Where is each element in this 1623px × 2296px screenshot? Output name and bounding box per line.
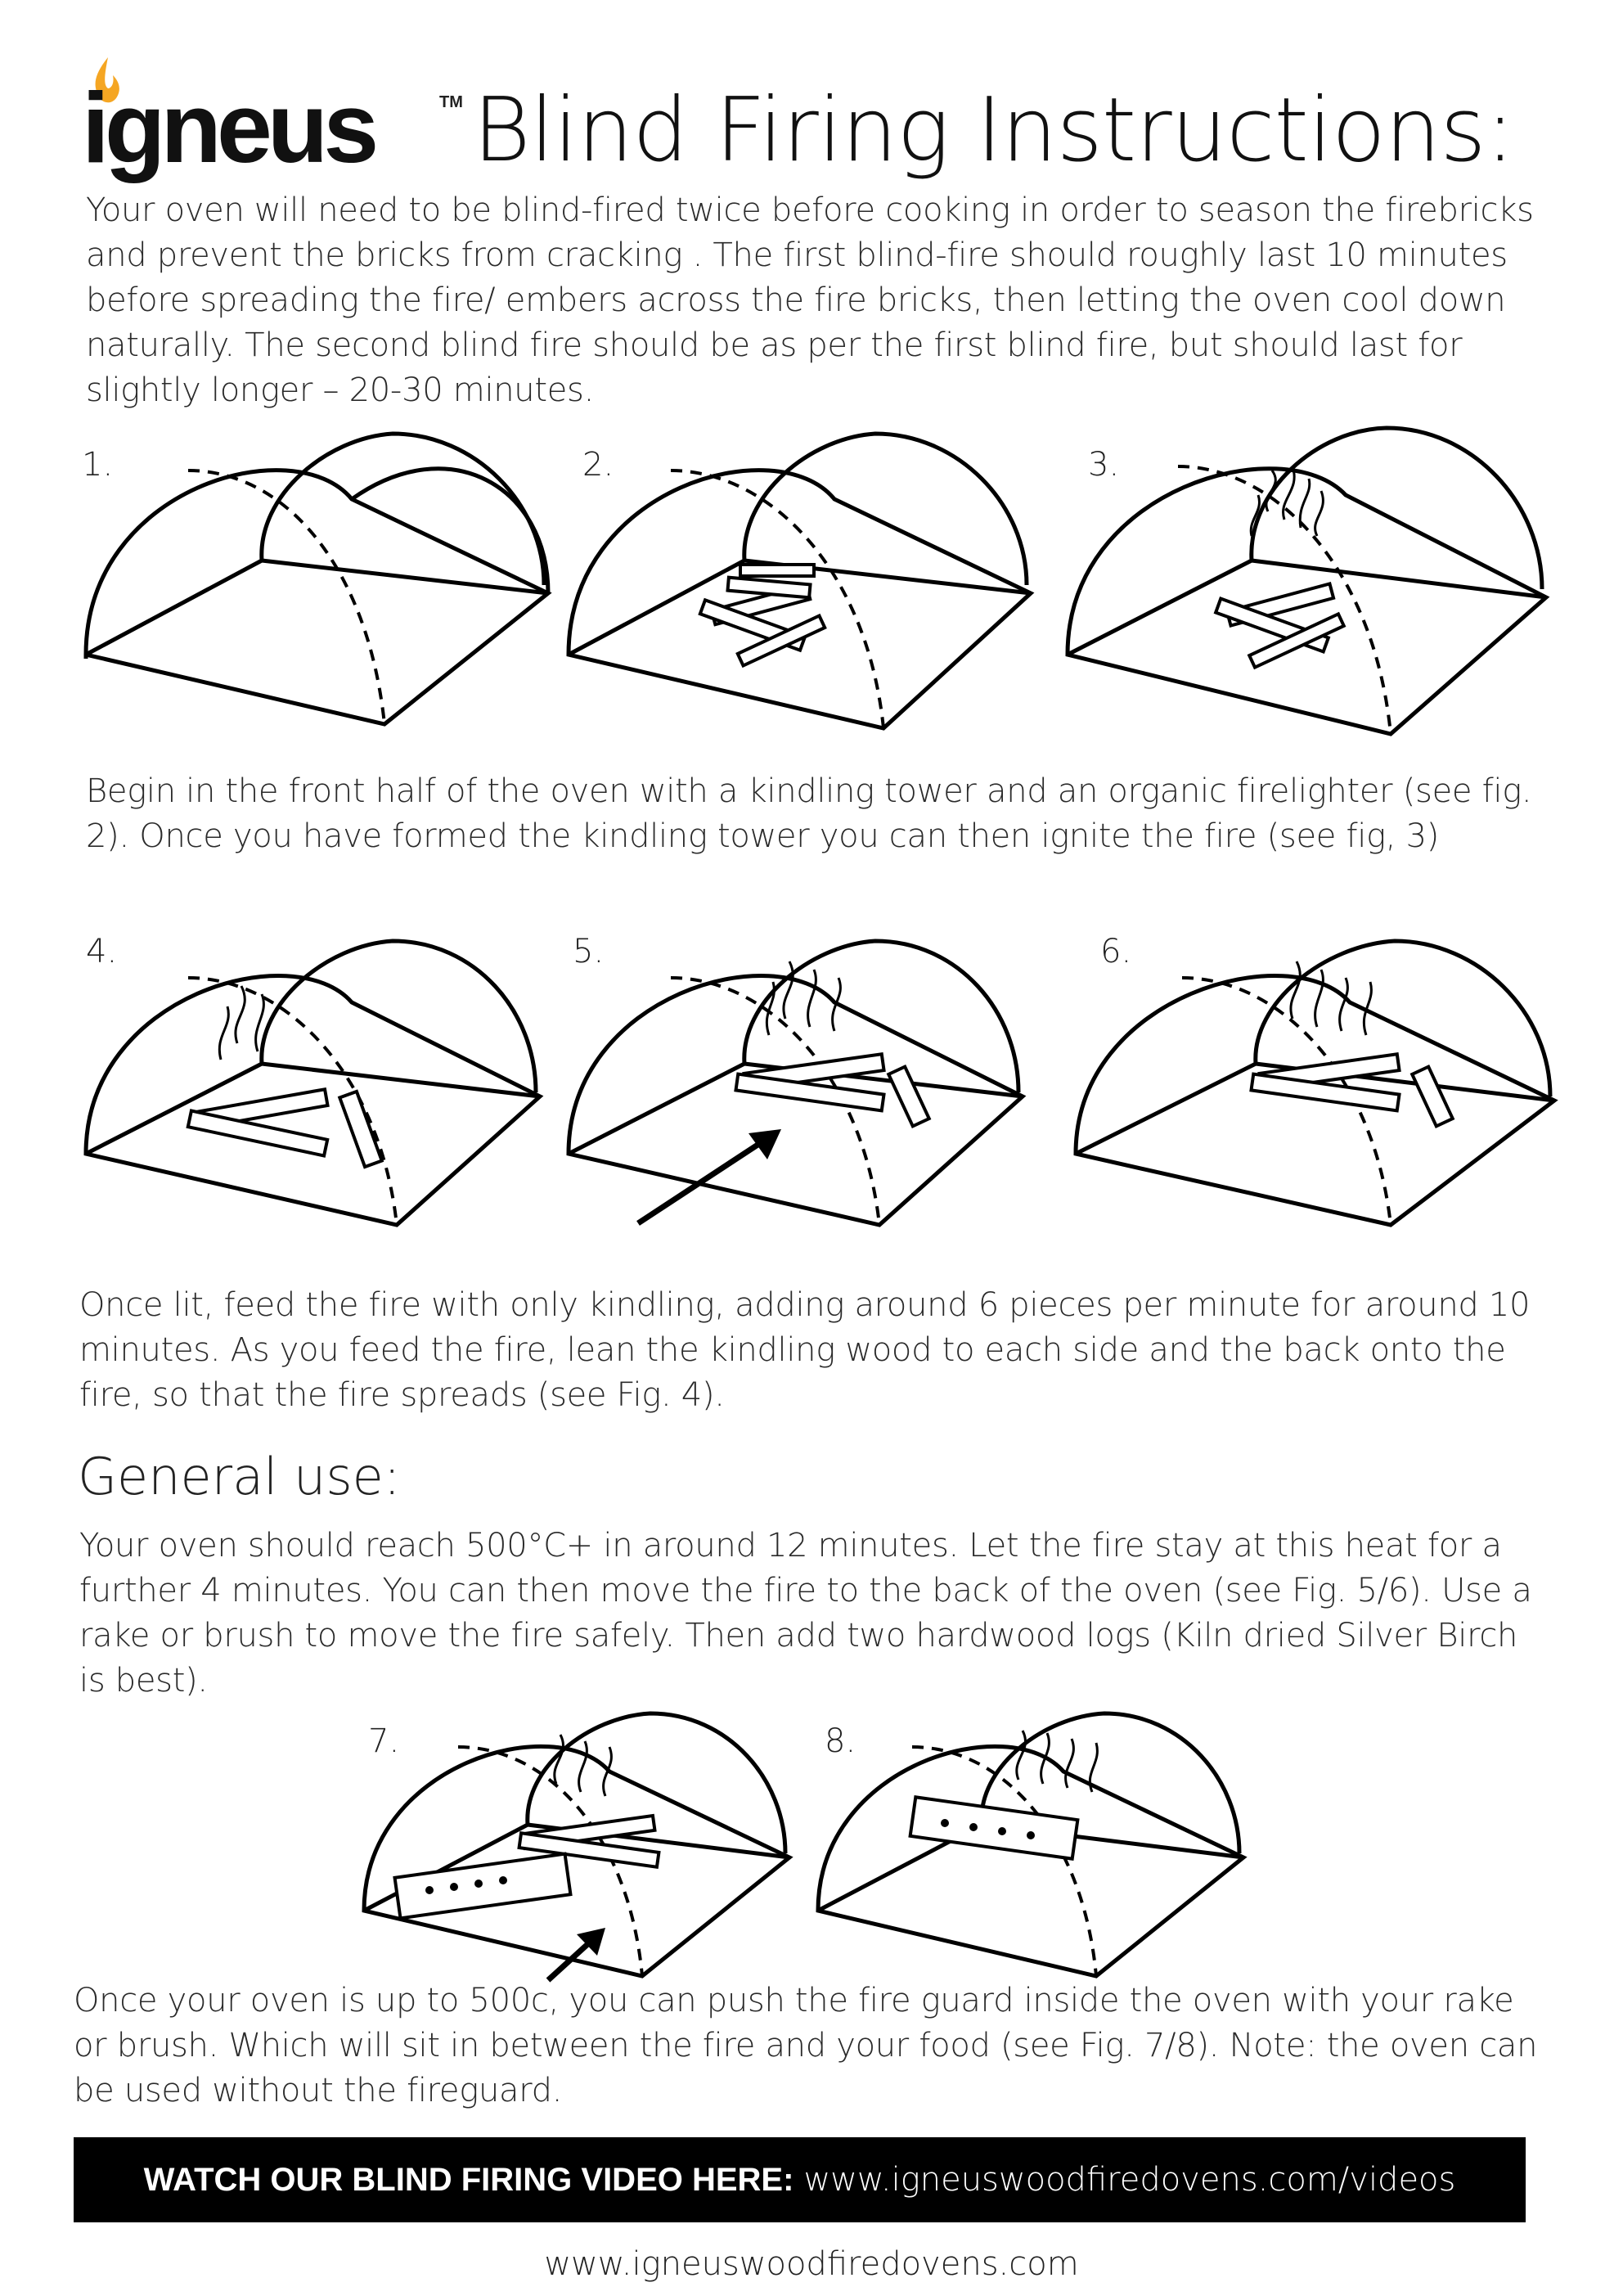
figure-8-oven-fireguard-inside [814, 1702, 1248, 1988]
brand-logo: igneus [82, 72, 375, 183]
feed-paragraph: Once lit, feed the fire with only kindling, adding around 6 pieces per minute for around 10 minutes. As you feed the fire, lean the kindling wood to each side and the back onto the fire, so that the fire spreads (see Fig. 4). [79, 1286, 1531, 1414]
general-use-paragraph: Your oven should reach 500°C+ in around 12 minutes. Let the fire stay at this heat for a further 4 minutes. You can then move the fire to the back of the oven (see Fig. 5/6). Use a rake or brush to move the fire safely. Then add two hardwood logs (Kiln dried Silver Birch is best). [79, 1527, 1532, 1699]
figure-5-label: 5. [573, 933, 605, 970]
figure-1-oven-empty [82, 421, 548, 732]
figure-1-label: 1. [82, 446, 114, 484]
figure-4-oven-spreading-fire [82, 929, 548, 1231]
video-banner-label: WATCH OUR BLIND FIRING VIDEO HERE: [143, 2161, 794, 2198]
figure-3-oven-fire [1063, 413, 1554, 741]
trademark-mark: TM [439, 93, 463, 111]
figure-5-oven-move-fire-back [564, 929, 1031, 1240]
fireguard-paragraph: Once your oven is up to 500c, you can push the fire guard inside the oven with your rake or brush. Which will sit in between the fire and your food (see Fig. 7/8). Note: the oven can be used without the fireguard. [74, 1982, 1538, 2109]
intro-paragraph: Your oven will need to be blind-fired twice before cooking in order to season the firebricks and prevent the bricks from cracking . The first blind-fire should roughly last 10 minutes before spreading the fire/ embers across the fire bricks, then letting the oven cool down naturally. The second blind fire should be as per the first blind fire, but should last for slightly longer – 20-30 minutes. [86, 191, 1534, 409]
figure-7-label: 7. [368, 1722, 400, 1760]
video-link[interactable]: www.igneuswoodfiredovens.com/videos [803, 2161, 1456, 2199]
figure-6-label: 6. [1100, 933, 1132, 970]
figure-2-oven-kindling [564, 421, 1031, 732]
video-banner[interactable] [74, 2137, 1526, 2222]
figure-7-oven-push-fireguard [360, 1702, 794, 1988]
kindling-paragraph: Begin in the front half of the oven with a kindling tower and an organic firelighter (see fig. 2). Once you have formed the kindling tower you can then ignite the fire (see fig, 3) [86, 772, 1532, 855]
figure-3-label: 3. [1088, 446, 1120, 484]
figure-4-label: 4. [86, 933, 118, 970]
figure-2-label: 2. [582, 446, 614, 484]
general-use-heading: General use: [78, 1447, 401, 1506]
figure-6-oven-fire-at-back [1072, 929, 1562, 1231]
page-title: Blind Firing Instructions: [473, 79, 1515, 182]
footer-website-link[interactable]: www.igneuswoodfiredovens.com [544, 2245, 1079, 2283]
figure-8-label: 8. [825, 1722, 856, 1760]
